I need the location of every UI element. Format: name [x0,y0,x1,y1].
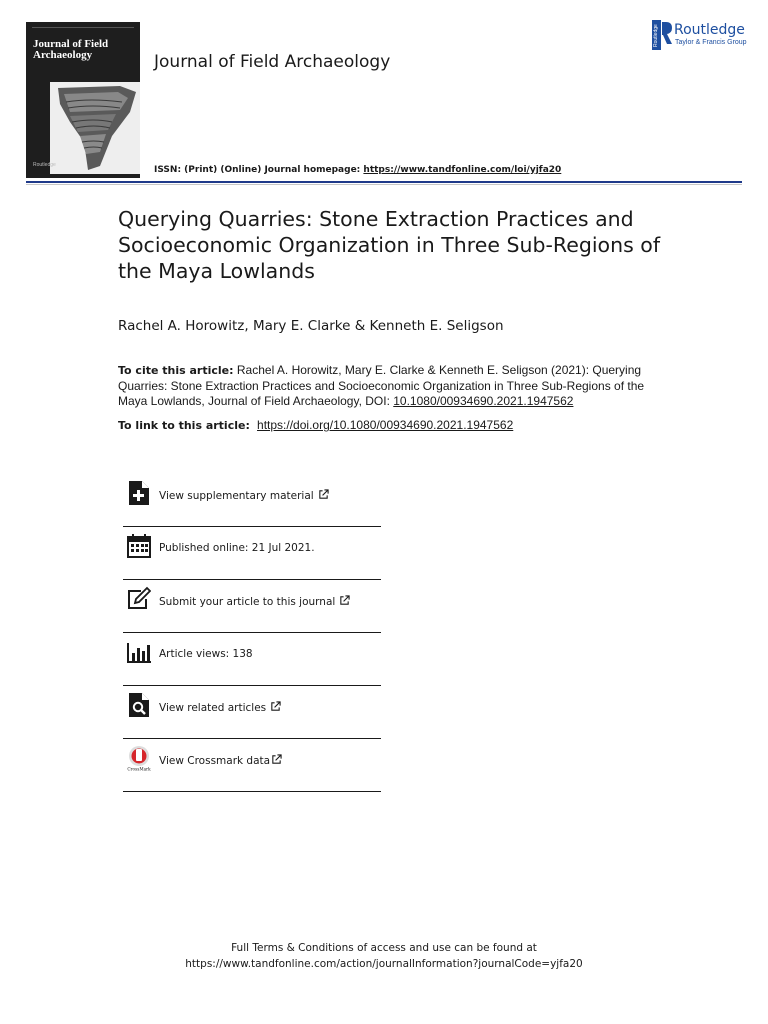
journal-name: Journal of Field Archaeology [154,52,391,72]
cover-title: Journal of Field Archaeology [33,38,109,61]
cover-publisher-mark [33,162,56,168]
published-online-item [123,527,381,580]
external-link-icon [271,754,282,765]
citation-text: Rachel A. Horowitz, Mary E. Clarke & Kenneth E. Seligson (2021): Querying Quarries: Stone Extraction Practices and Socioeconomic Organization in Three Sub-Regions of the Maya Lowlands, Journal of Field Archaeology, DOI: [118,363,645,408]
footer-terms-url[interactable]: https://www.tandfonline.com/action/journalInformation?journalCode=yjfa20 [185,957,583,970]
calendar-icon [127,533,151,559]
article-views-item [123,633,381,686]
info-label: Published online: 21 Jul 2021. [159,542,315,554]
footer-line-1: Full Terms & Conditions of access and use can be found at [231,942,537,954]
info-label: Submit your article to this journal [159,596,336,608]
external-link-icon [270,701,281,712]
article-authors: Rachel A. Horowitz, Mary E. Clarke & Kenneth E. Seligson [118,318,504,334]
bar-chart-icon [127,639,151,665]
publisher-tagline: Taylor & Francis Group [675,39,747,46]
crossmark-icon-text: CrossMark [127,766,151,771]
terms-footer [0,941,768,972]
cover-rule [32,27,134,28]
article-doi-link[interactable]: https://doi.org/10.1080/00934690.2021.1947562 [257,418,514,432]
article-link-label: To link to this article: [118,419,254,432]
related-articles-item[interactable] [123,686,381,739]
info-label: Article views: 138 [159,648,253,660]
article-link-line [118,418,513,432]
info-label: View related articles [159,702,267,714]
article-info-list [123,474,381,792]
info-label: View supplementary material [159,490,314,502]
supplementary-file-icon [127,480,151,506]
info-label: View Crossmark data [159,755,271,767]
search-document-icon [127,692,151,718]
issn-text: ISSN: (Print) (Online) Journal homepage: [154,165,364,175]
cover-photo [50,82,140,174]
edit-icon [127,586,151,612]
journal-homepage-link[interactable]: https://www.tandfonline.com/loi/yjfa20 [363,165,562,175]
citation-block [118,363,663,410]
crossmark-item[interactable] [123,739,381,792]
publisher-name: Routledge [674,22,745,38]
header-rule-thin [26,184,742,185]
routledge-vertical-mark: Routledge [653,24,659,48]
journal-cover [26,22,140,178]
citation-label: To cite this article: [118,364,234,377]
supplementary-material-item[interactable] [123,474,381,527]
issn-line [154,165,561,175]
cover-publisher-name: Routledge [33,162,56,168]
submit-article-item[interactable] [123,580,381,633]
external-link-icon [318,489,329,500]
header-rule [26,181,742,183]
article-title: Querying Quarries: Stone Extraction Practices and Socioeconomic Organization in Three Sub-Regions of the Maya Lowlands [118,207,661,283]
crossmark-icon [127,745,151,771]
external-link-icon [339,595,350,606]
citation-doi-link[interactable]: 10.1080/00934690.2021.1947562 [393,394,574,408]
